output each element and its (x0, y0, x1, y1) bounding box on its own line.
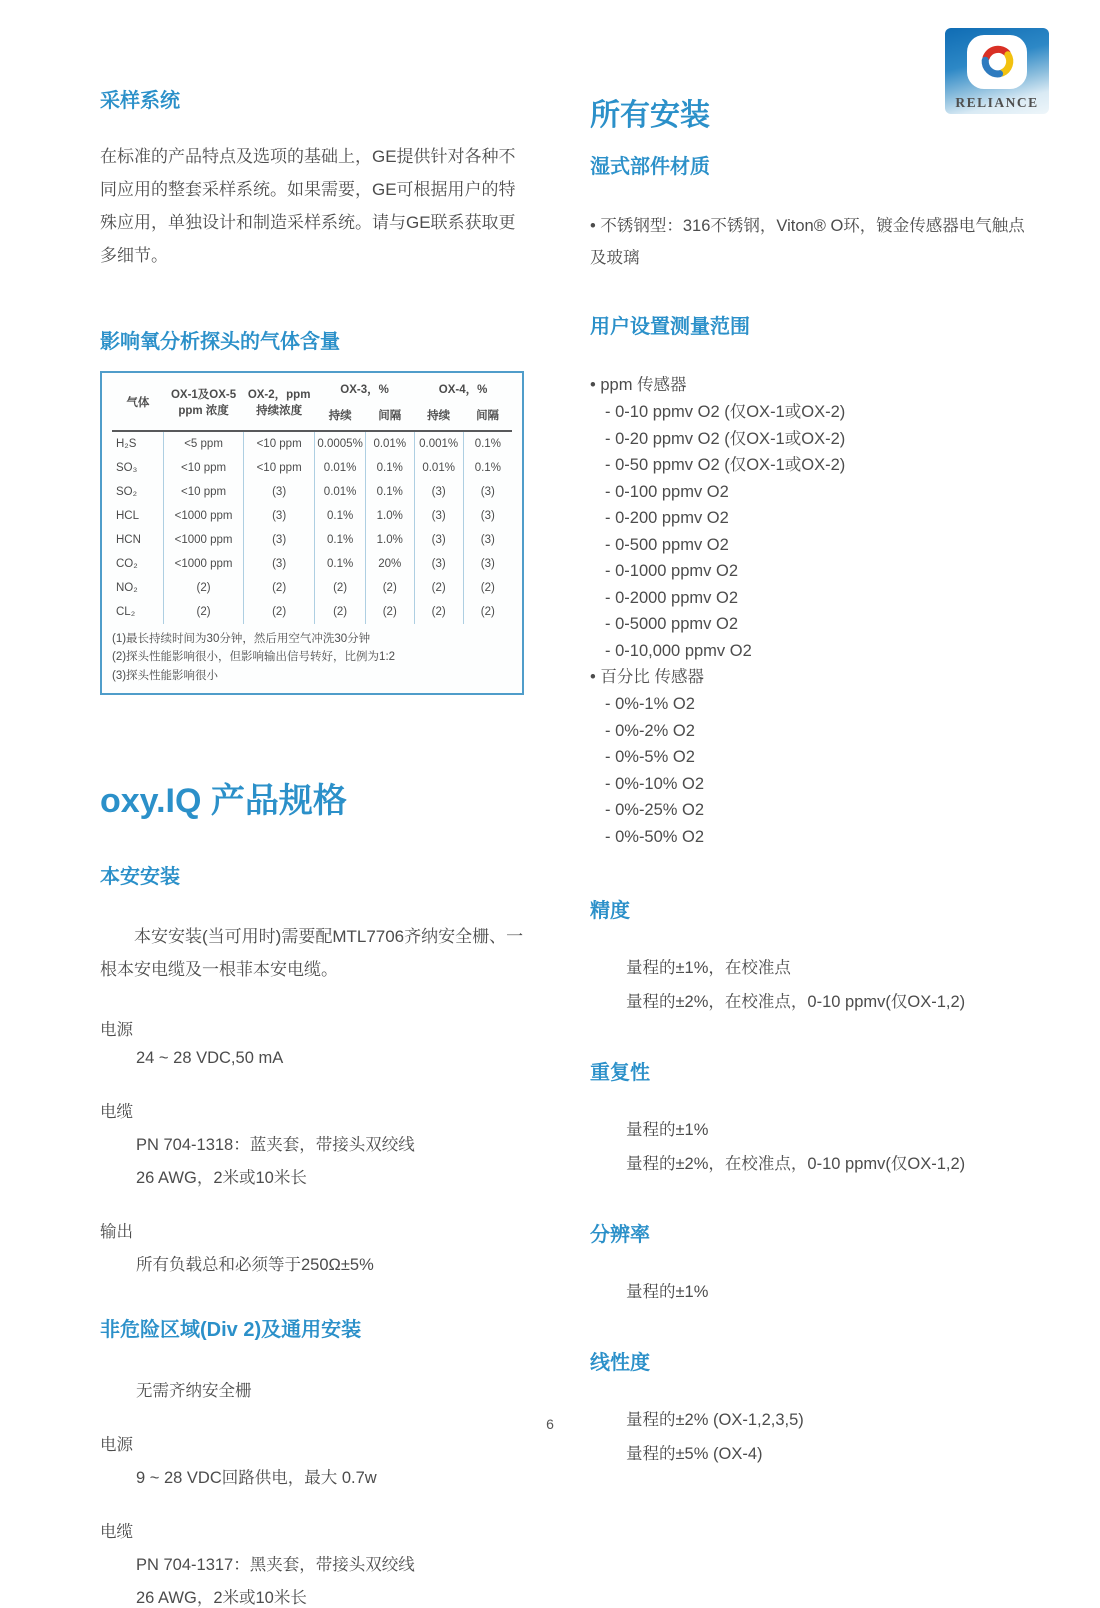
value-cell: (2) (463, 576, 512, 600)
range-item: - 0%-5% O2 (605, 744, 1030, 771)
spec-line: 所有负载总和必须等于250Ω±5% (136, 1256, 374, 1275)
wetted-parts-heading: 湿式部件材质 (590, 156, 710, 178)
value-cell: 0.1% (315, 528, 365, 552)
value-cell: (3) (243, 528, 315, 552)
value-cell: (3) (463, 528, 512, 552)
range-item: - 0-5000 ppmv O2 (605, 611, 1030, 638)
spec-label: 电源 (100, 1021, 133, 1040)
value-cell: (2) (315, 576, 365, 600)
table-row (112, 552, 512, 576)
all-installations-title: 所有安装 (590, 99, 710, 132)
value-cell: 0.01% (315, 456, 365, 480)
intrinsically-safe-intro: 本安安装(当可用时)需要配MTL7706齐纳安全栅、一根本安电缆及一根菲本安电缆。 (100, 926, 524, 980)
value-cell: <10 ppm (164, 480, 244, 504)
table-row (112, 576, 512, 600)
intrinsically-safe-specs (100, 1016, 524, 1275)
gas-cell: SO₂ (116, 485, 138, 498)
column-subheader-ox4-continuous: 持续 (427, 410, 451, 423)
page-number: 6 (546, 1416, 554, 1432)
gas-cell: H₂S (112, 431, 164, 456)
value-cell: <10 ppm (243, 456, 315, 480)
value-cell: (3) (463, 504, 512, 528)
nonhazardous-area-heading: 非危险区域(Div 2)及通用安装 (100, 1319, 362, 1342)
wetted-parts-item: • 不锈钢型：316不锈钢，Viton® O环，镀金传感器电气触点及玻璃 (590, 210, 1030, 274)
table-footnote: (3)探头性能影响很小 (112, 669, 219, 682)
section-line: 量程的±2%，在校准点，0-10 ppmv(仅OX-1,2) (626, 993, 966, 1012)
spec-line: 26 AWG，2米或10米长 (136, 1169, 307, 1188)
table-row (112, 504, 512, 528)
value-cell: 0.0005% (315, 431, 365, 456)
range-group-label: • ppm 传感器 (590, 372, 1030, 399)
column-subheader-ox4-interval: 间隔 (476, 410, 500, 423)
product-spec-title: oxy.IQ 产品规格 (100, 782, 347, 821)
range-groups (590, 372, 1030, 850)
value-cell: <1000 ppm (164, 504, 244, 528)
table-row (112, 480, 512, 504)
value-cell: (3) (414, 552, 463, 576)
column-header-ox4: OX-4，% (438, 383, 488, 396)
gas-table (100, 371, 524, 696)
value-cell: (2) (243, 576, 315, 600)
sampling-system-paragraph: 在标准的产品特点及选项的基础上，GE提供针对各种不同应用的整套采样系统。如果需要，GE可根据用户的特殊应用，单独设计和制造采样系统。请与GE联系获取更多细节。 (100, 147, 516, 266)
value-cell: <1000 ppm (164, 528, 244, 552)
reliance-logo-text: RELIANCE (955, 95, 1039, 110)
measurement-range-heading: 用户设置测量范围 (590, 316, 750, 339)
value-cell: (2) (164, 600, 244, 624)
value-cell: (3) (414, 480, 463, 504)
intrinsically-safe-heading: 本安安装 (100, 865, 180, 888)
table-row (112, 600, 512, 624)
value-cell: (3) (463, 552, 512, 576)
value-cell: (2) (414, 576, 463, 600)
value-cell: 0.1% (365, 480, 414, 504)
value-cell: 0.1% (463, 431, 512, 456)
range-item: - 0-500 ppmv O2 (605, 532, 1030, 559)
section-heading: 精度 (590, 900, 630, 923)
sampling-system-heading: 采样系统 (100, 90, 180, 112)
value-cell: 0.1% (315, 552, 365, 576)
wetted-parts-list (590, 210, 1030, 274)
swirl-icon (975, 41, 1019, 83)
column-header-ox2: OX-2，ppm 持续浓度 (247, 388, 311, 418)
value-cell: (3) (243, 480, 315, 504)
value-cell: <10 ppm (164, 456, 244, 480)
gas-cell: HCN (116, 533, 141, 546)
value-cell: 0.01% (365, 431, 414, 456)
spec-line: PN 704-1317：黑夹套，带接头双绞线 (136, 1556, 415, 1575)
value-cell: 0.01% (315, 480, 365, 504)
range-item: - 0-1000 ppmv O2 (605, 558, 1030, 585)
column-subheader-ox3-continuous: 持续 (328, 410, 352, 423)
nonhazardous-area-specs (100, 1431, 524, 1608)
value-cell: 0.1% (463, 456, 512, 480)
range-item: - 0%-2% O2 (605, 718, 1030, 745)
section-line: 量程的±2% (OX-1,2,3,5) (626, 1411, 804, 1430)
spec-line: 24 ~ 28 VDC,50 mA (136, 1049, 284, 1068)
range-item: - 0-10 ppmv O2 (仅OX-1或OX-2) (605, 399, 1030, 426)
value-cell: 0.01% (414, 456, 463, 480)
gas-table-body (112, 431, 512, 624)
right-sections (590, 898, 1030, 1464)
range-item: - 0-2000 ppmv O2 (605, 585, 1030, 612)
range-item: - 0-200 ppmv O2 (605, 505, 1030, 532)
gas-cell: CL₂ (116, 605, 136, 618)
section-heading: 分辨率 (590, 1224, 650, 1247)
nonhazardous-area-intro: 无需齐纳安全栅 (136, 1382, 252, 1401)
value-cell: <1000 ppm (164, 552, 244, 576)
value-cell: 20% (365, 552, 414, 576)
spec-label: 电缆 (100, 1103, 133, 1122)
spec-line: 26 AWG，2米或10米长 (136, 1589, 307, 1608)
table-footnote: (2)探头性能影响很小，但影响输出信号转好，比例为1:2 (112, 651, 396, 664)
range-item: - 0%-10% O2 (605, 771, 1030, 798)
column-header-gas: 气体 (126, 396, 150, 409)
range-item: - 0-10,000 ppmv O2 (605, 638, 1030, 665)
gas-table-head (112, 377, 512, 431)
value-cell: (2) (243, 600, 315, 624)
range-item: - 0-100 ppmv O2 (605, 479, 1030, 506)
value-cell: (2) (365, 600, 414, 624)
value-cell: (2) (315, 600, 365, 624)
range-item: - 0-50 ppmv O2 (仅OX-1或OX-2) (605, 452, 1030, 479)
value-cell: 1.0% (365, 504, 414, 528)
spec-label: 输出 (100, 1223, 133, 1242)
table-row (112, 528, 512, 552)
value-cell: (3) (243, 552, 315, 576)
value-cell: (2) (365, 576, 414, 600)
value-cell: (2) (463, 600, 512, 624)
value-cell: <5 ppm (164, 431, 244, 456)
gas-table-title: 影响氧分析探头的气体含量 (100, 330, 340, 353)
value-cell: (3) (414, 528, 463, 552)
value-cell: 0.1% (365, 456, 414, 480)
range-item: - 0-20 ppmv O2 (仅OX-1或OX-2) (605, 426, 1030, 453)
range-group-label: • 百分比 传感器 (590, 664, 1030, 691)
value-cell: (3) (243, 504, 315, 528)
table-row (112, 431, 512, 456)
value-cell: (3) (414, 504, 463, 528)
right-column (590, 98, 1030, 1464)
section-line: 量程的±1% (626, 1121, 709, 1140)
left-column (100, 88, 524, 1608)
range-item: - 0%-1% O2 (605, 691, 1030, 718)
gas-table-footnotes (112, 630, 512, 685)
column-subheader-ox3-interval: 间隔 (378, 410, 402, 423)
spec-line: 9 ~ 28 VDC回路供电，最大 0.7w (136, 1469, 377, 1488)
gas-cell: CO₂ (116, 557, 138, 570)
value-cell: 0.1% (315, 504, 365, 528)
section-heading: 重复性 (590, 1062, 650, 1085)
value-cell: 0.001% (414, 431, 463, 456)
range-item: - 0%-50% O2 (605, 824, 1030, 851)
value-cell: (2) (164, 576, 244, 600)
value-cell: (3) (463, 480, 512, 504)
table-footnote: (1)最长持续时间为30分钟，然后用空气冲洗30分钟 (112, 632, 371, 645)
reliance-logo-emblem (967, 35, 1027, 89)
gas-cell: NO₂ (116, 581, 138, 594)
spec-label: 电缆 (100, 1523, 133, 1542)
value-cell: <10 ppm (243, 431, 315, 456)
table-header-row (112, 377, 512, 404)
column-header-ox1: OX-1及OX-5 ppm 浓度 (170, 388, 237, 418)
section-heading: 线性度 (590, 1352, 650, 1375)
gas-cell: SO₃ (116, 461, 138, 474)
spec-label: 电源 (100, 1436, 133, 1455)
table-row (112, 456, 512, 480)
value-cell: 1.0% (365, 528, 414, 552)
gas-cell: HCL (116, 509, 140, 522)
range-item: - 0%-25% O2 (605, 797, 1030, 824)
section-line: 量程的±1%，在校准点 (626, 959, 791, 978)
value-cell: (2) (414, 600, 463, 624)
section-line: 量程的±5% (OX-4) (626, 1445, 763, 1464)
section-line: 量程的±1% (626, 1283, 709, 1302)
spec-line: PN 704-1318：蓝夹套，带接头双绞线 (136, 1136, 415, 1155)
column-header-ox3: OX-3，% (340, 383, 389, 396)
section-line: 量程的±2%，在校准点，0-10 ppmv(仅OX-1,2) (626, 1155, 966, 1174)
